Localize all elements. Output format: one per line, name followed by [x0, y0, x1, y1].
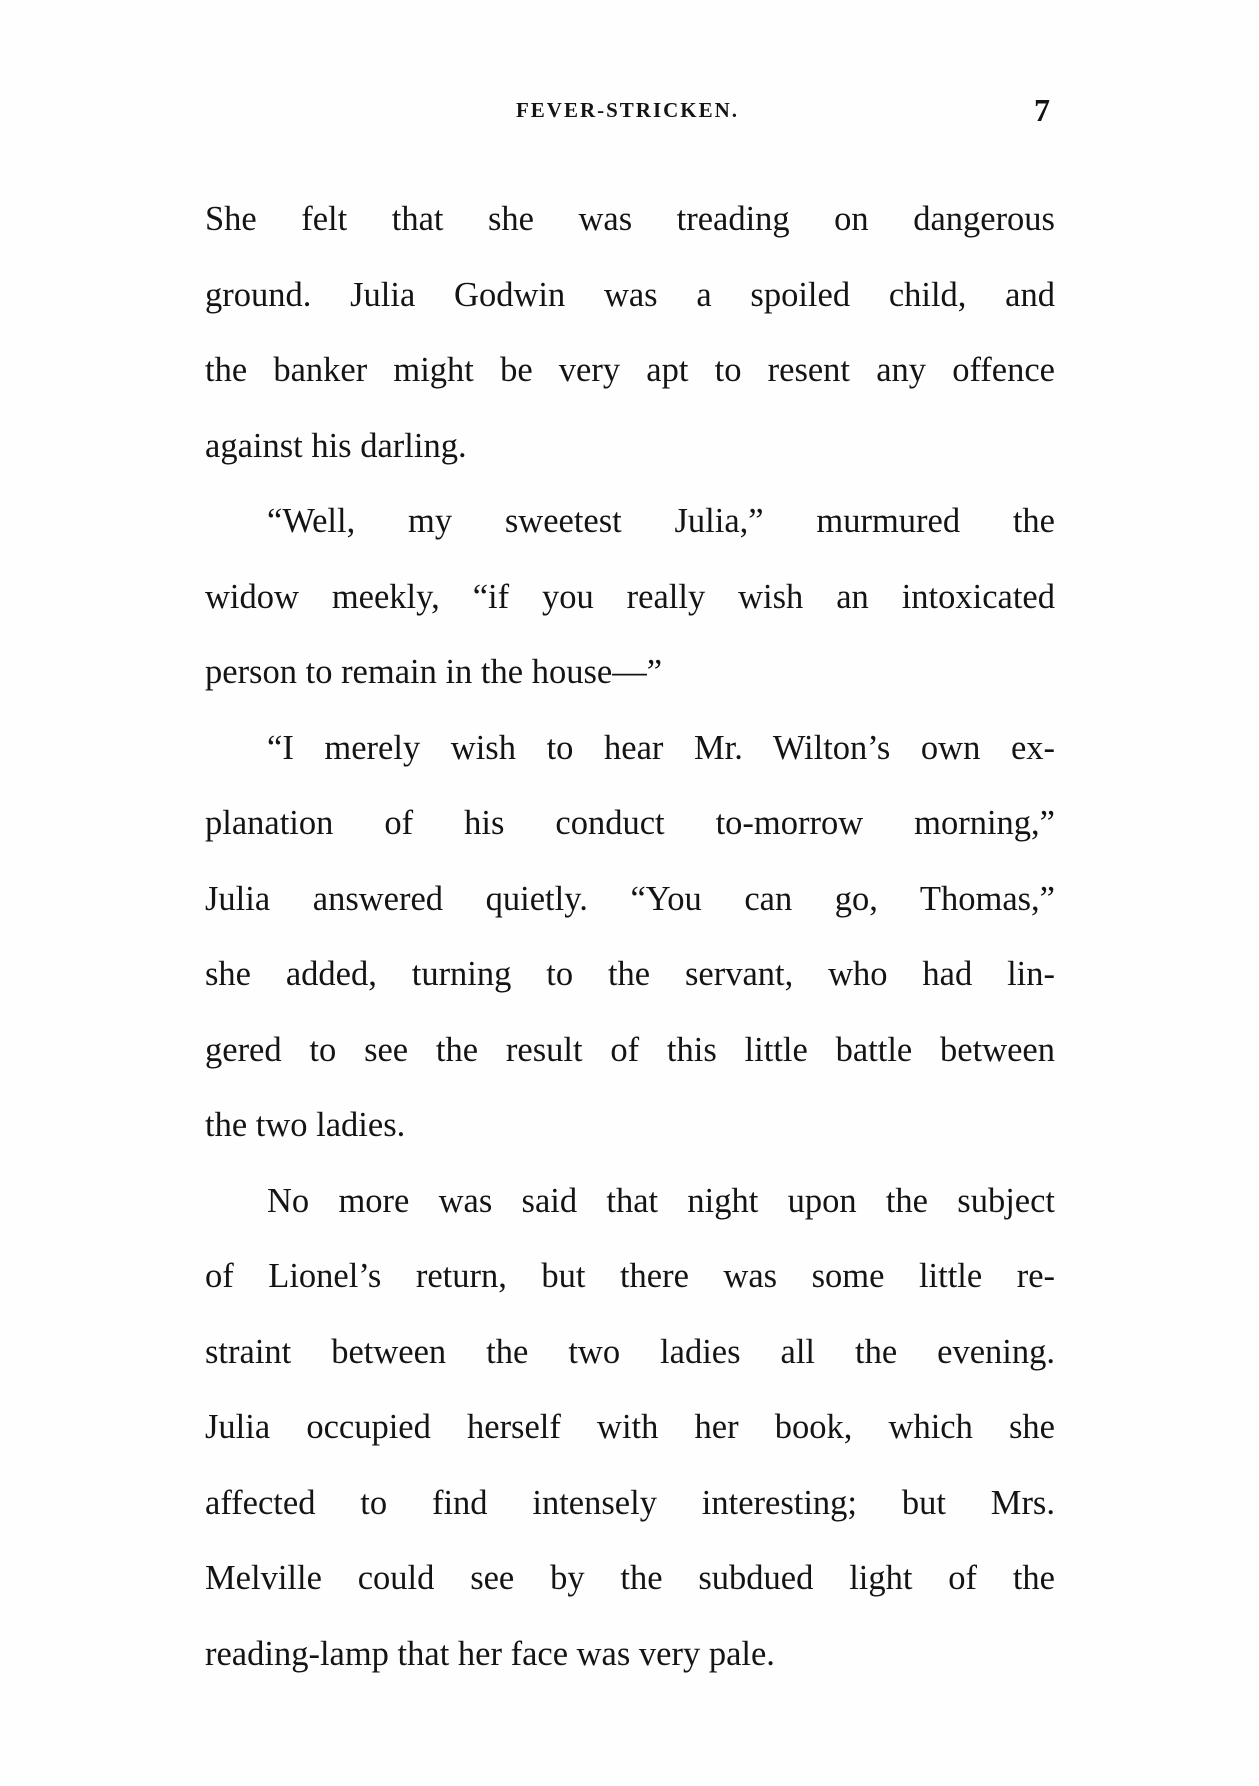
text-line: she added, turning to the servant, who had lin- [205, 955, 1055, 993]
body-text [205, 182, 1055, 1692]
text-line: reading-lamp that her face was very pale. [205, 1634, 775, 1673]
text-line: affected to find intensely interesting; but Mrs. [205, 1483, 1055, 1522]
text-line: widow meekly, “if you really wish an intoxicated [205, 577, 1055, 616]
running-head [205, 92, 1050, 132]
text-line: “Well, my sweetest Julia,” murmured the [267, 502, 1055, 540]
page-number: 7 [1034, 92, 1050, 128]
text-line: She felt that she was treading on dangerous [205, 200, 1055, 238]
text-line: Julia answered quietly. “You can go, Thomas,” [205, 879, 1055, 918]
running-title: FEVER-STRICKEN. [515, 98, 740, 122]
text-line: Melville could see by the subdued light of the [205, 1559, 1055, 1597]
text-line: “I merely wish to hear Mr. Wilton’s own ex- [267, 728, 1055, 767]
text-line: the two ladies. [205, 1106, 406, 1144]
text-line: No more was said that night upon the subject [267, 1181, 1055, 1220]
text-line: ground. Julia Godwin was a spoiled child, and [205, 275, 1055, 314]
text-line: Julia occupied herself with her book, which she [205, 1408, 1055, 1446]
text-line: straint between the two ladies all the evening. [205, 1332, 1055, 1371]
text-line: against his darling. [205, 426, 467, 465]
text-line: person to remain in the house—” [205, 653, 663, 691]
text-line: of Lionel’s return, but there was some little re- [205, 1257, 1055, 1295]
text-line: gered to see the result of this little battle between [205, 1030, 1055, 1069]
text-line: planation of his conduct to-morrow morning,” [205, 804, 1055, 842]
text-line: the banker might be very apt to resent any offence [205, 351, 1055, 389]
